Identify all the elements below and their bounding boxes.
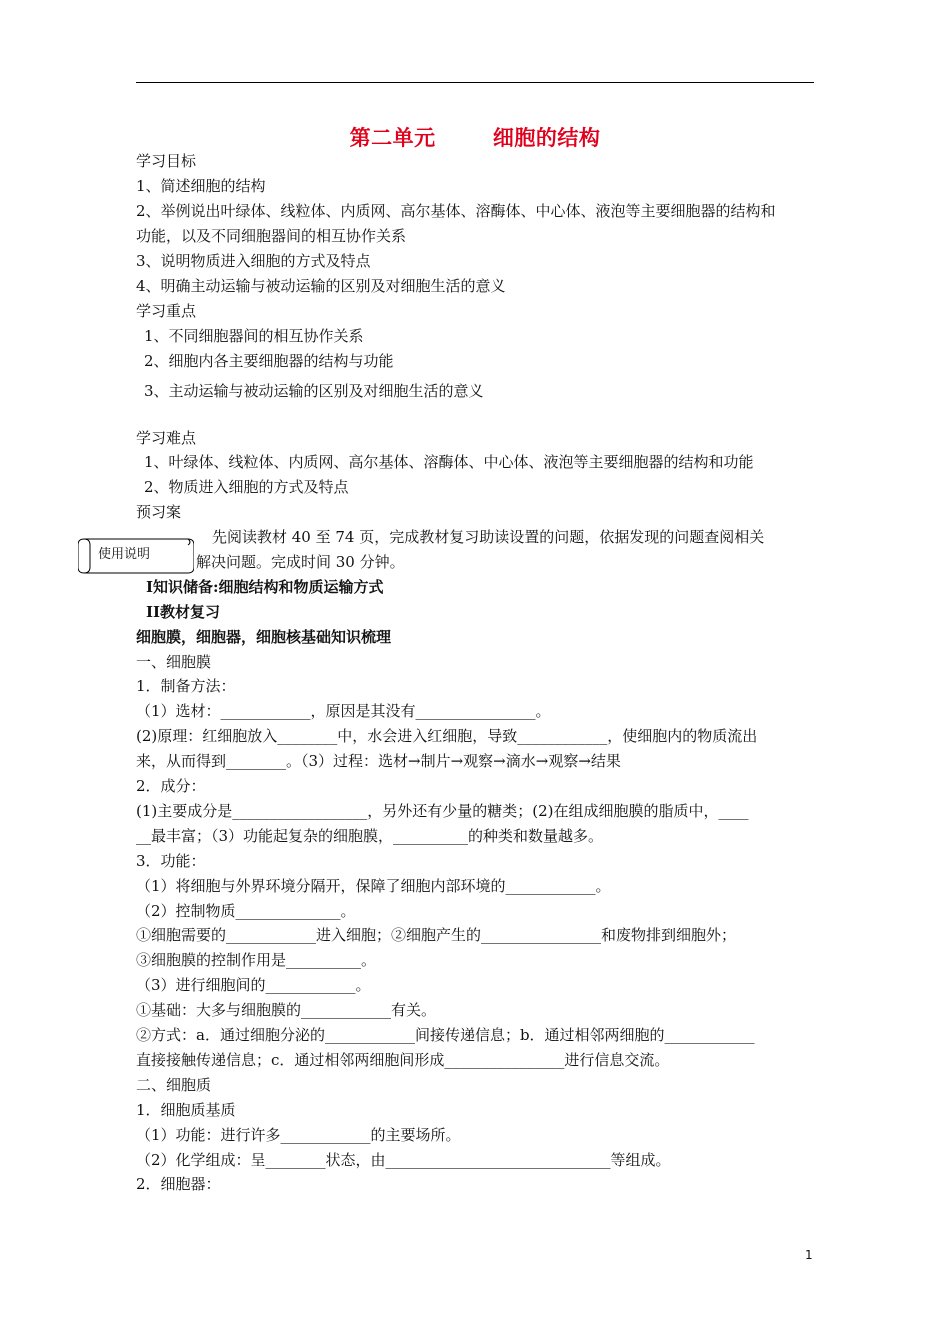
cytosol-function: （1）功能：进行许多____________的主要场所。 [136,1126,461,1144]
heading-difficulties: 学习难点 [136,429,197,447]
difficulty-1: 1、叶绿体、线粒体、内质网、高尔基体、溶酶体、中心体、液泡等主要细胞器的结构和功能 [144,453,754,471]
function-3-methods: ②方式：a．通过细胞分泌的____________间接传递信息；b．通过相邻两细胞的____________ [136,1026,755,1044]
goal-1: 1、简述细胞的结构 [136,177,266,195]
usage-instructions-label: 使用说明 [98,547,151,562]
section-textbook-review: ⅠⅠ教材复习 [146,603,221,621]
function-3: （3）进行细胞间的____________。 [136,976,371,994]
composition-line-2: __最丰富；（3）功能起复杂的细胞膜，__________的种类和数量越多。 [136,827,604,845]
preview-instruction: 先阅读教材 40 至 74 页，完成教材复习助读设置的问题，依据发现的问题查阅相关 [212,528,765,546]
function-2: （2）控制物质______________。 [136,902,356,920]
function-3-methods-cont: 直接接触传递信息；c．通过相邻两细胞间形成________________进行信息交流。 [136,1051,670,1069]
heading-preview: 预习案 [136,503,182,521]
page-title: 第二单元 细胞的结构 [349,125,601,150]
goal-4: 4、明确主动运输与被动运输的区别及对细胞生活的意义 [136,277,506,295]
key-point-2: 2、细胞内各主要细胞器的结构与功能 [144,352,394,370]
prep-method-heading: 1．制备方法： [136,677,236,695]
difficulty-2: 2、物质进入细胞的方式及特点 [144,478,349,496]
goal-2-cont: 功能，以及不同细胞器间的相互协作关系 [136,227,407,245]
goal-2: 2、举例说出叶绿体、线粒体、内质网、高尔基体、溶酶体、中心体、液泡等主要细胞器的结构和 [136,202,776,220]
function-2-detail-1: ①细胞需要的____________进入细胞；②细胞产生的________________和废物排到细胞外； [136,926,737,944]
prep-principle-cont: 来，从而得到________。（3）过程：选材→制片→观察→滴水→观察→结果 [136,752,621,770]
function-heading: 3．功能： [136,852,206,870]
function-1: （1）将细胞与外界环境分隔开，保障了细胞内部环境的____________。 [136,877,611,895]
page-number: 1 [805,1248,813,1262]
section-knowledge-prep: Ⅰ知识储备:细胞结构和物质运输方式 [146,578,384,596]
heading-cell-membrane: 一、细胞膜 [136,653,212,671]
function-2-detail-2: ③细胞膜的控制作用是__________。 [136,951,377,969]
prep-principle-line: (2)原理：红细胞放入________中，水会进入红细胞，导致____________，使细胞内的物质流出 [136,727,758,745]
heading-cytoplasm: 二、细胞质 [136,1076,212,1094]
cytosol-composition: （2）化学组成：呈________状态，由______________________________等组成。 [136,1151,671,1169]
cytosol-heading: 1．细胞质基质 [136,1101,236,1119]
prep-material-line: （1）选材：____________，原因是其没有________________。 [136,702,551,720]
key-point-1: 1、不同细胞器间的相互协作关系 [144,327,364,345]
heading-key-points: 学习重点 [136,302,197,320]
subsection-basics: 细胞膜，细胞器，细胞核基础知识梳理 [136,628,392,646]
preview-instruction-cont: 解决问题。完成时间 30 分钟。 [196,553,405,571]
composition-line-1: (1)主要成分是__________________，另外还有少量的糖类；(2)在组成细胞膜的脂质中，____ [136,802,749,820]
heading-learning-goals: 学习目标 [136,152,197,170]
key-point-3: 3、主动运输与被动运输的区别及对细胞生活的意义 [144,382,484,400]
organelles-heading: 2．细胞器： [136,1175,221,1193]
header-rule [136,82,814,83]
goal-3: 3、说明物质进入细胞的方式及特点 [136,252,371,270]
composition-heading: 2．成分： [136,777,206,795]
function-3-basis: ①基础：大多与细胞膜的____________有关。 [136,1001,437,1019]
